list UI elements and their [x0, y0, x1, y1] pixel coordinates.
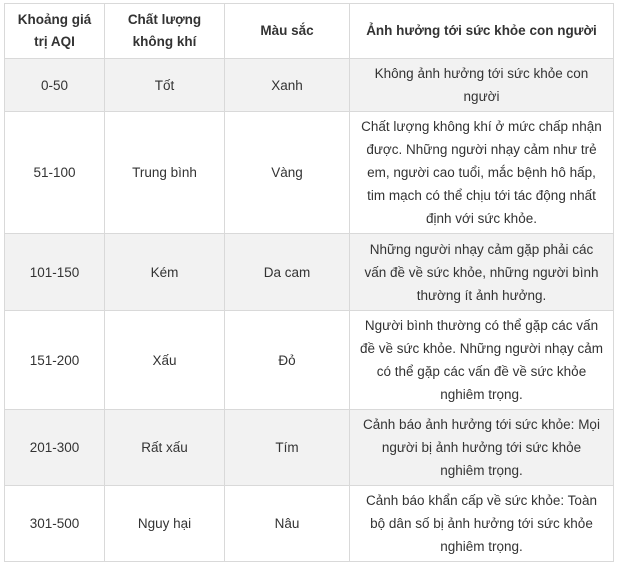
table-row [5, 112, 614, 234]
cell-air-quality: Rất xấu [105, 410, 225, 486]
cell-color: Da cam [225, 234, 350, 311]
cell-air-quality: Tốt [105, 59, 225, 112]
cell-health-impact: Những người nhạy cảm gặp phải các vấn đề về sức khỏe, những người bình thường ít ảnh hưởng. [350, 234, 614, 311]
cell-health-impact: Không ảnh hưởng tới sức khỏe con người [350, 59, 614, 112]
header-health-impact: Ảnh hưởng tới sức khỏe con người [350, 4, 614, 59]
cell-air-quality: Kém [105, 234, 225, 311]
header-row [5, 4, 614, 59]
cell-color: Xanh [225, 59, 350, 112]
cell-aqi-range: 51-100 [5, 112, 105, 234]
table-row [5, 410, 614, 486]
cell-color: Đỏ [225, 311, 350, 410]
cell-aqi-range: 101-150 [5, 234, 105, 311]
cell-aqi-range: 301-500 [5, 486, 105, 562]
cell-air-quality: Nguy hại [105, 486, 225, 562]
cell-health-impact: Cảnh báo ảnh hưởng tới sức khỏe: Mọi người bị ảnh hưởng tới sức khỏe nghiêm trọng. [350, 410, 614, 486]
table-row [5, 59, 614, 112]
cell-aqi-range: 151-200 [5, 311, 105, 410]
table-row [5, 234, 614, 311]
cell-color: Tím [225, 410, 350, 486]
cell-color: Vàng [225, 112, 350, 234]
header-aqi-range: Khoảng giá trị AQI [5, 4, 105, 59]
cell-health-impact: Cảnh báo khẩn cấp về sức khỏe: Toàn bộ dân số bị ảnh hưởng tới sức khỏe nghiêm trọng. [350, 486, 614, 562]
table-row [5, 486, 614, 562]
cell-aqi-range: 0-50 [5, 59, 105, 112]
table-row [5, 311, 614, 410]
cell-health-impact: Chất lượng không khí ở mức chấp nhận được. Những người nhạy cảm như trẻ em, người cao tuổi, mắc bệnh hô hấp, tim mạch có thể chịu tới tác động nhất định với sức khỏe. [350, 112, 614, 234]
cell-aqi-range: 201-300 [5, 410, 105, 486]
cell-health-impact: Người bình thường có thể gặp các vấn đề về sức khỏe. Những người nhạy cảm có thể gặp các vấn đề về sức khỏe nghiêm trọng. [350, 311, 614, 410]
cell-air-quality: Xấu [105, 311, 225, 410]
header-color: Màu sắc [225, 4, 350, 59]
aqi-table [4, 3, 614, 562]
header-air-quality: Chất lượng không khí [105, 4, 225, 59]
cell-color: Nâu [225, 486, 350, 562]
cell-air-quality: Trung bình [105, 112, 225, 234]
